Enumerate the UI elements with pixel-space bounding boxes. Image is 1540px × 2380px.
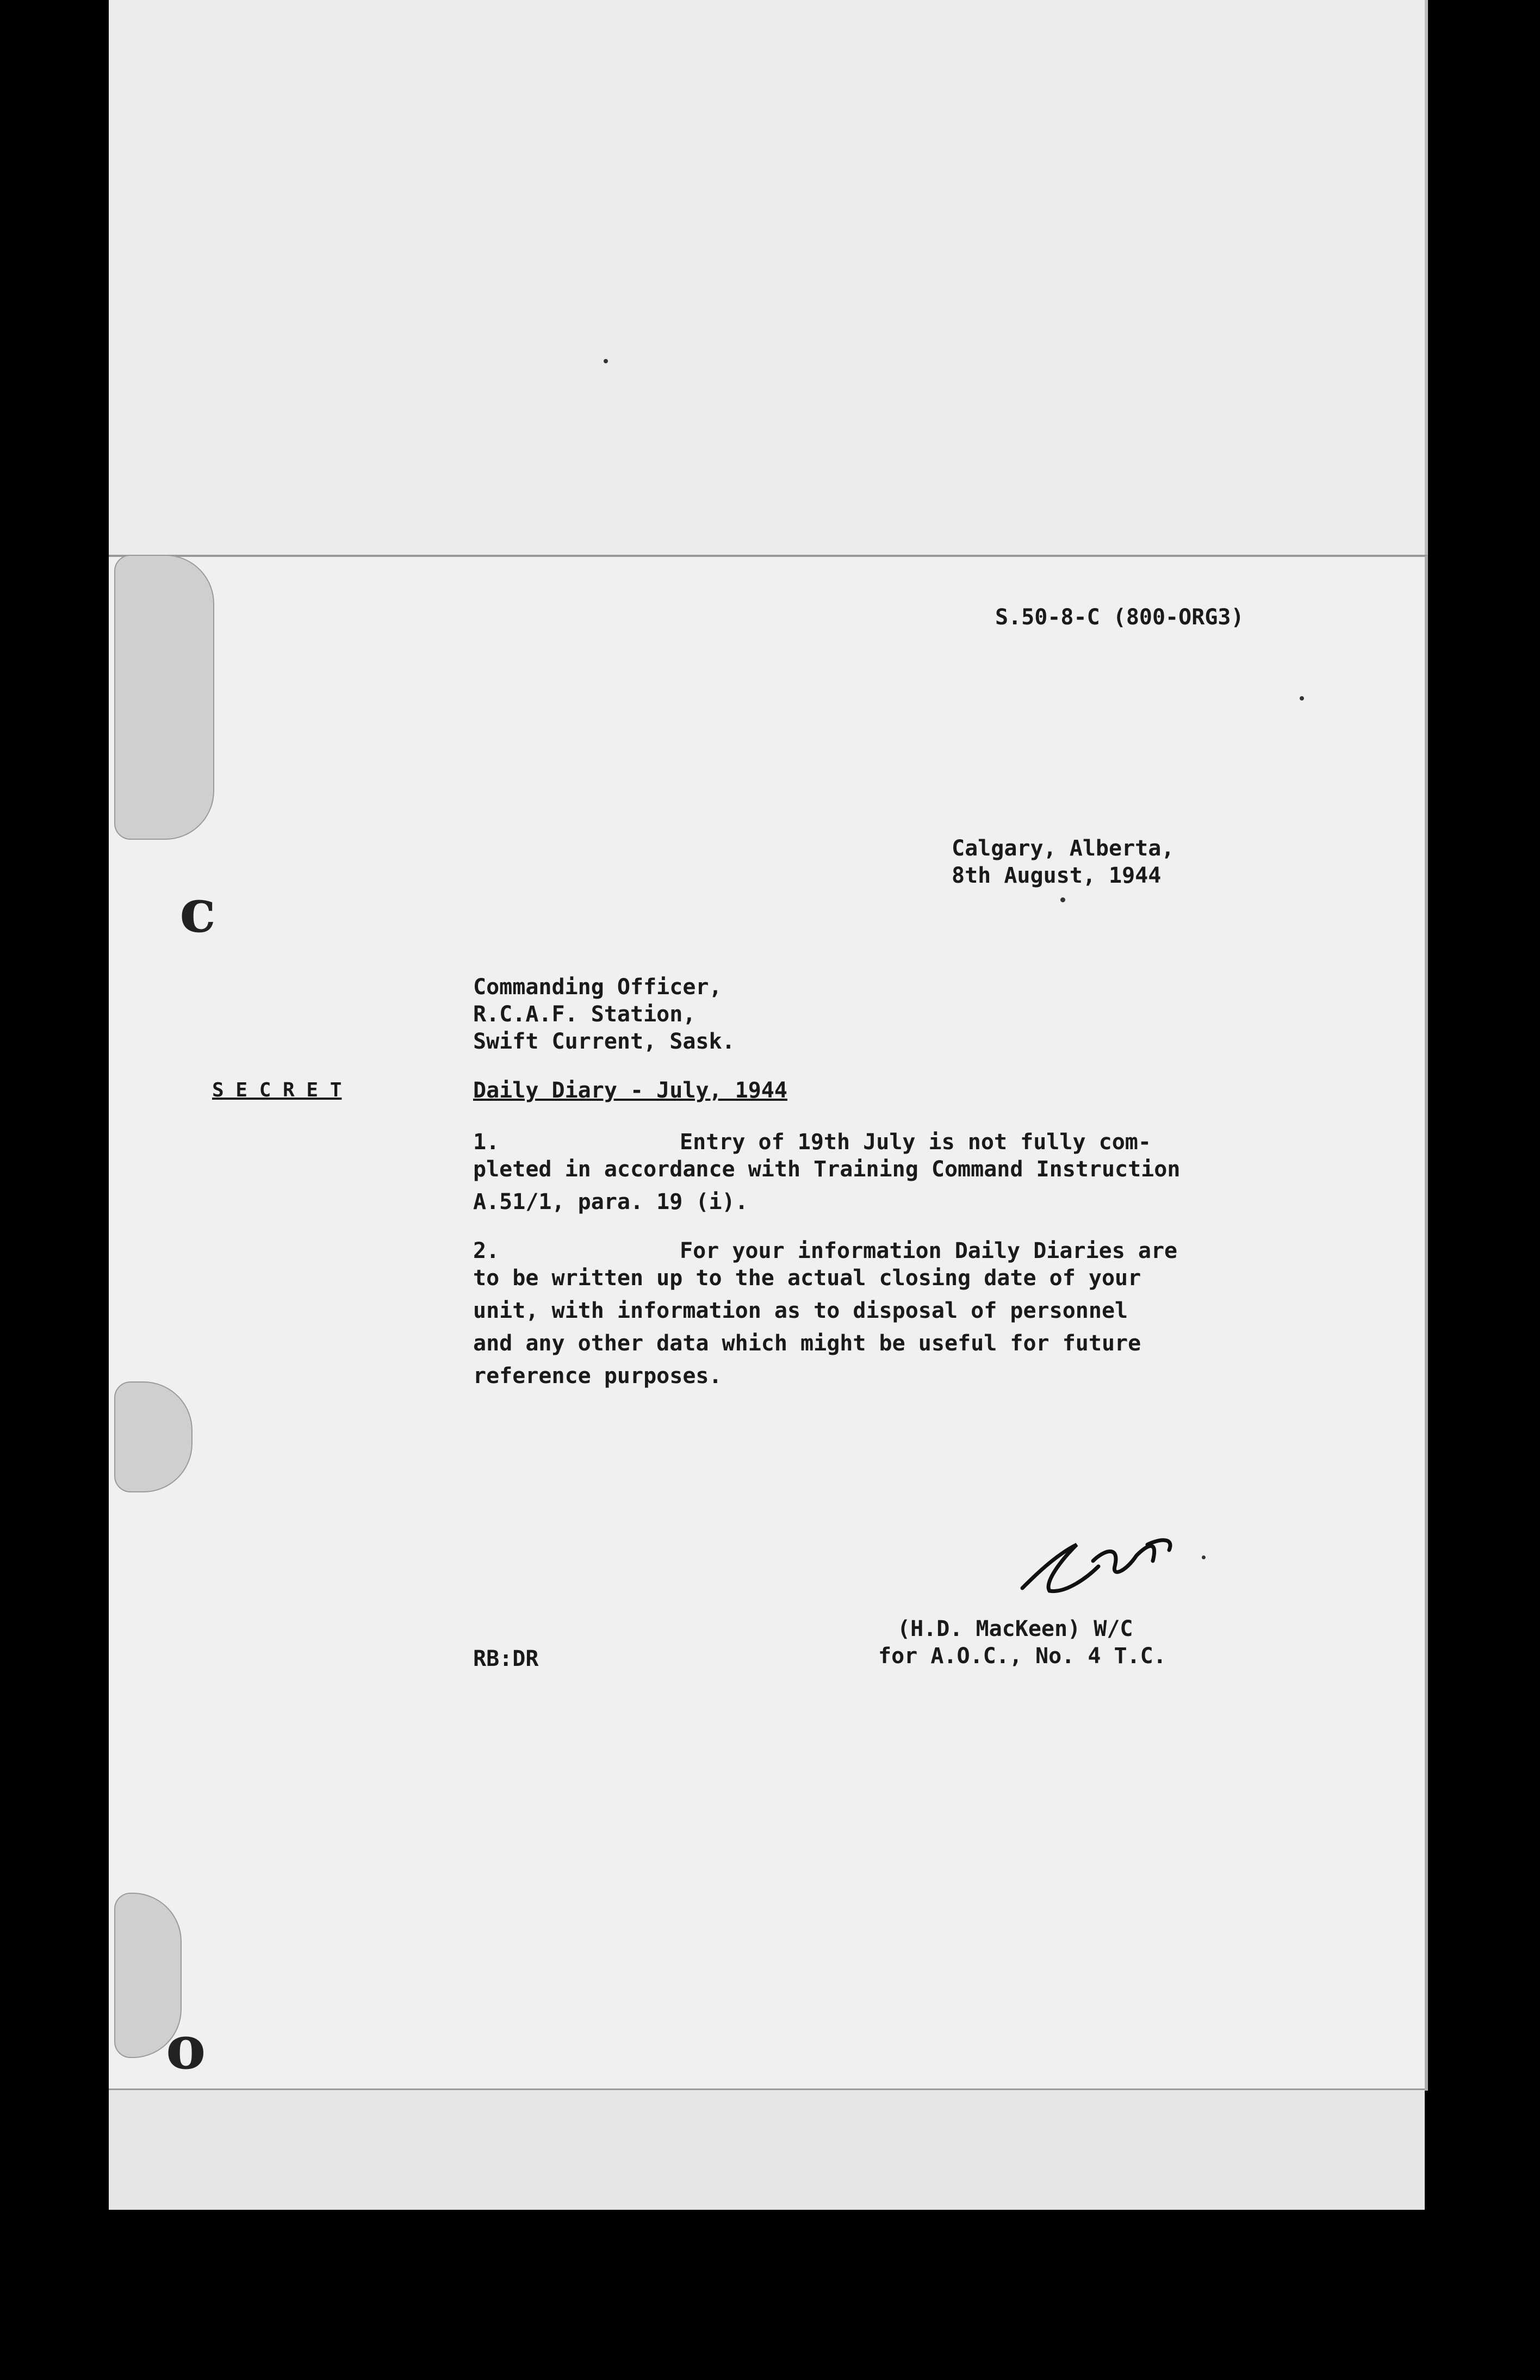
file-reference: S.50-8-C (800-ORG3) (995, 605, 1244, 630)
scan-speck (1060, 897, 1065, 902)
scan-speck (604, 359, 608, 363)
paragraph-number: 2. (473, 1238, 500, 1263)
addressee-line-2: R.C.A.F. Station, (473, 1002, 696, 1027)
classification-stamp: S E C R E T (212, 1079, 342, 1101)
paragraph-first-line: Entry of 19th July is not fully com- (680, 1130, 1151, 1155)
scan-speck (1300, 696, 1304, 701)
addressee-line-3: Swift Current, Sask. (473, 1029, 735, 1054)
date-line: 8th August, 1944 (952, 863, 1162, 888)
binding-edge (109, 555, 228, 2088)
paragraph-first-line: For your information Daily Diaries are (680, 1238, 1178, 1263)
handwritten-signature-icon (1011, 1523, 1207, 1604)
signatory-name: (H.D. MacKeen) W/C (897, 1616, 1133, 1641)
torn-tab-top (114, 555, 214, 840)
place-line: Calgary, Alberta, (952, 836, 1175, 861)
paragraph-number: 1. (473, 1130, 500, 1155)
punch-hole-icon: c (179, 876, 216, 946)
lower-page-strip (109, 2088, 1425, 2210)
signatory-authority: for A.O.C., No. 4 T.C. (878, 1644, 1166, 1669)
typist-initials: RB:DR (473, 1646, 539, 1671)
scan-speck (1202, 1555, 1206, 1559)
paragraph-body: to be written up to the actual closing date of your unit, with information as to disposal of personnel and any other data which might be useful for future reference purposes. (473, 1266, 1141, 1389)
torn-tab-middle (114, 1381, 192, 1492)
punch-hole-icon: o (166, 2012, 206, 2082)
subject-line: Daily Diary - July, 1944 (473, 1078, 787, 1103)
paragraph-body: pleted in accordance with Training Command Instruction A.51/1, para. 19 (i). (473, 1157, 1181, 1214)
addressee-line-1: Commanding Officer, (473, 975, 722, 1000)
upper-blank-sheet (109, 0, 1428, 560)
